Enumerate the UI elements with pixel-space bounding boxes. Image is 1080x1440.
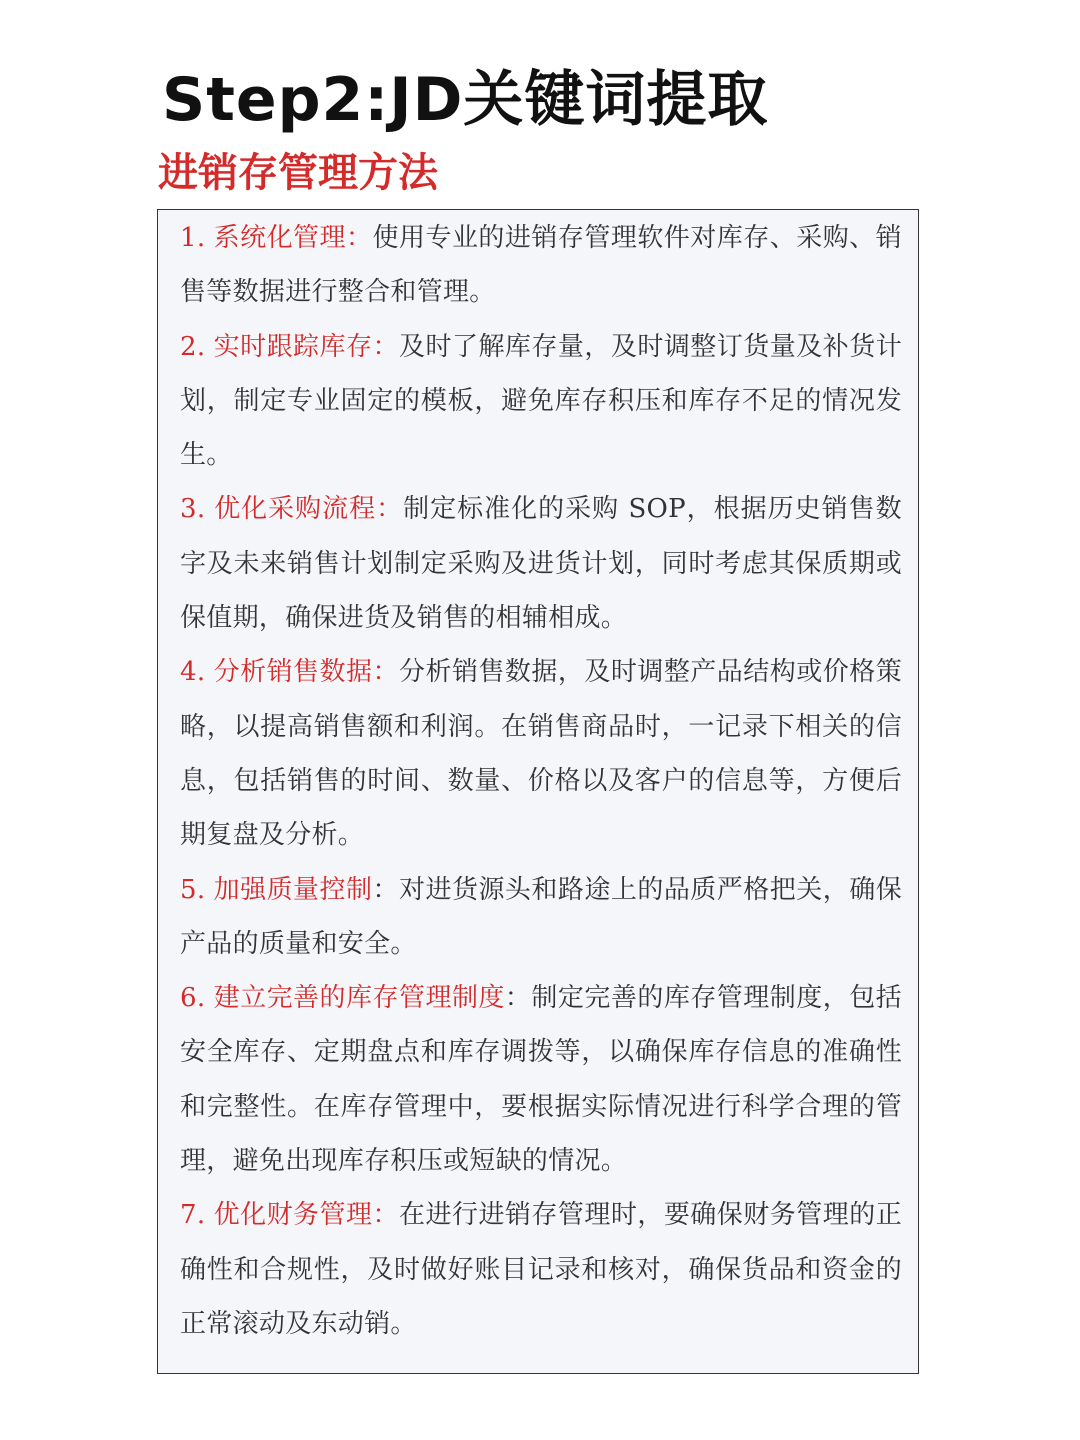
item-heading: 分析销售数据: [213, 657, 373, 688]
item-body: 分析销售数据，及时调整产品结构或价格策略，以提高销售额和利润。在销售商品时，一记录下相关的信息，包括销售的时间、数量、价格以及客户的信息等，方便后期复盘及分析。: [180, 657, 902, 851]
item-heading: 系统化管理: [213, 223, 347, 253]
item-number: 2.: [180, 331, 206, 362]
item-number: 3.: [180, 494, 206, 525]
item-number: 1.: [180, 223, 206, 253]
item-separator: ：: [376, 494, 404, 525]
item-heading: 优化财务管理: [213, 1200, 373, 1231]
content-card: [157, 209, 919, 1374]
item-body: 对进货源头和路途上的品质严格把关，确保产品的质量和安全。: [180, 874, 902, 959]
method-list: [180, 211, 902, 1351]
list-item: [180, 863, 902, 972]
item-heading: 建立完善的库存管理制度: [213, 983, 505, 1014]
list-item: [180, 645, 902, 862]
item-separator: ：: [504, 983, 532, 1014]
list-item: [180, 211, 902, 320]
item-body: 使用专业的进销存管理软件对库存、采购、销售等数据进行整合和管理。: [180, 223, 902, 308]
item-number: 5.: [180, 874, 206, 905]
item-separator: ：: [346, 223, 373, 253]
item-separator: ：: [372, 331, 399, 362]
list-item: [180, 971, 902, 1188]
list-item: [180, 1188, 902, 1351]
item-body: 制定标准化的采购 SOP，根据历史销售数字及未来销售计划制定采购及进货计划，同时考虑其保质期或保值期，确保进货及销售的相辅相成。: [180, 494, 902, 634]
item-separator: ：: [372, 657, 399, 688]
item-separator: ：: [372, 874, 399, 905]
item-number: 6.: [180, 983, 206, 1014]
list-item: [180, 482, 902, 645]
item-body: 及时了解库存量，及时调整订货量及补货计划，制定专业固定的模板，避免库存积压和库存不足的情况发生。: [180, 331, 902, 471]
section-subtitle: 进销存管理方法: [158, 150, 438, 196]
item-number: 7.: [180, 1200, 206, 1231]
item-body: 制定完善的库存管理制度，包括安全库存、定期盘点和库存调拨等，以确保库存信息的准确性和完整性。在库存管理中，要根据实际情况进行科学合理的管理，避免出现库存积压或短缺的情况。: [180, 983, 902, 1177]
item-number: 4.: [180, 657, 206, 688]
item-heading: 优化采购流程: [213, 494, 377, 525]
item-heading: 实时跟踪库存: [213, 331, 373, 362]
item-heading: 加强质量控制: [213, 874, 373, 905]
list-item: [180, 320, 902, 483]
item-body: 在进行进销存管理时，要确保财务管理的正确性和合规性，及时做好账目记录和核对，确保货品和资金的正常滚动及东动销。: [180, 1200, 902, 1339]
item-separator: ：: [372, 1200, 399, 1231]
page-title: Step2:JD关键词提取: [162, 65, 769, 135]
